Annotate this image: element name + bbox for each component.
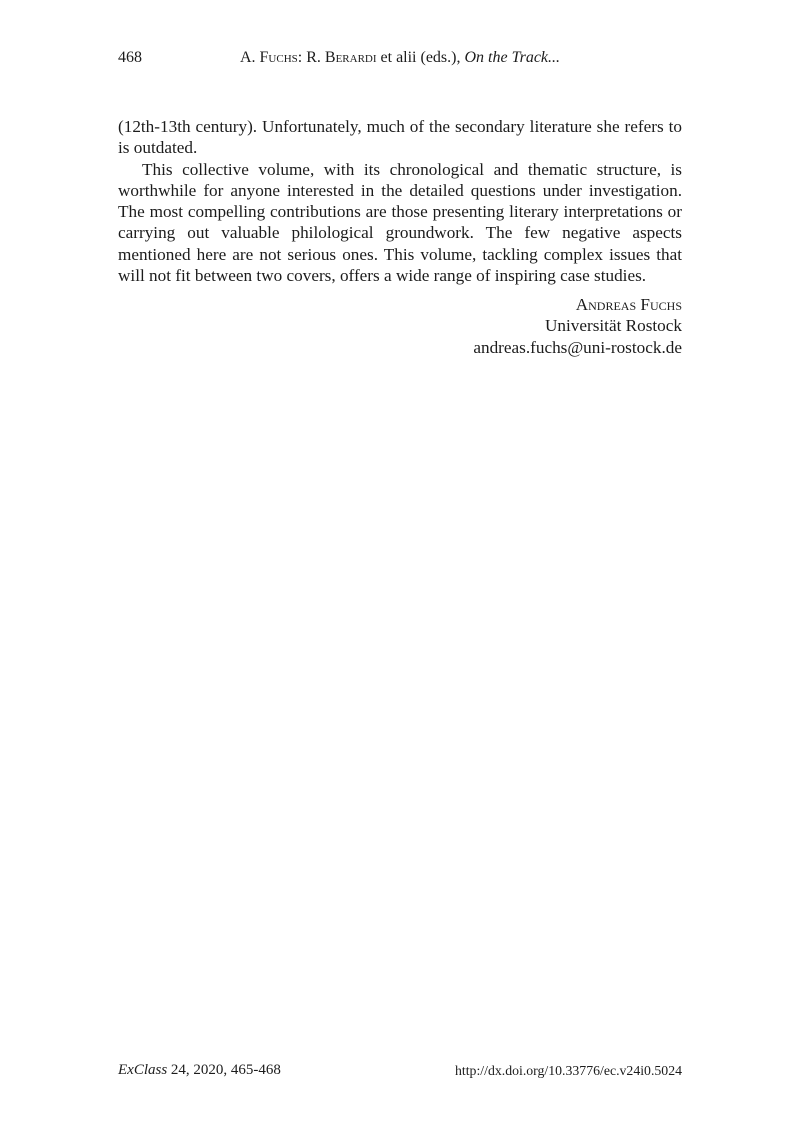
running-head-editor-suffix: et alii (eds.), [376,49,465,66]
running-head-separator: : R. [297,49,325,66]
page-number: 468 [118,49,142,66]
reviewer-institution: Universität Rostock [544,316,682,336]
journal-name: ExClass [118,1062,168,1078]
reviewer-name: Andreas Fuchs [575,295,682,314]
running-head-author-surname: Fuchs [259,49,298,66]
body-paragraph-conclusion: This collective volume, with its chronological and thematic structure, is worthwhile for anyone interested in the detailed questions under investigation. The most compelling contributions are those presenting literary interpretations or carrying out valuable philological groundwork. The few negative aspects mentioned here are not serious ones. This volume, tackling complex issues that will not fit between two covers, offers a wide range of inspiring case studies. [118,159,682,286]
review-body [118,116,682,286]
running-head-author-initial: A. [239,49,260,66]
journal-citation [118,1061,281,1079]
reviewer-signature [118,294,682,358]
doi-link[interactable]: http://dx.doi.org/10.33776/ec.v24i0.5024 [454,1063,682,1078]
running-head [118,48,682,68]
body-paragraph-continued: (12th-13th century). Unfortunately, much of the secondary literature she refers to is outdated. [118,117,682,158]
running-head-editor-surname: Berardi [324,49,377,66]
journal-volume-pages: 24, 2020, 465-468 [167,1062,281,1078]
reviewer-email: andreas.fuchs@uni-rostock.de [473,337,682,357]
running-head-short-title: On the Track... [464,49,561,66]
